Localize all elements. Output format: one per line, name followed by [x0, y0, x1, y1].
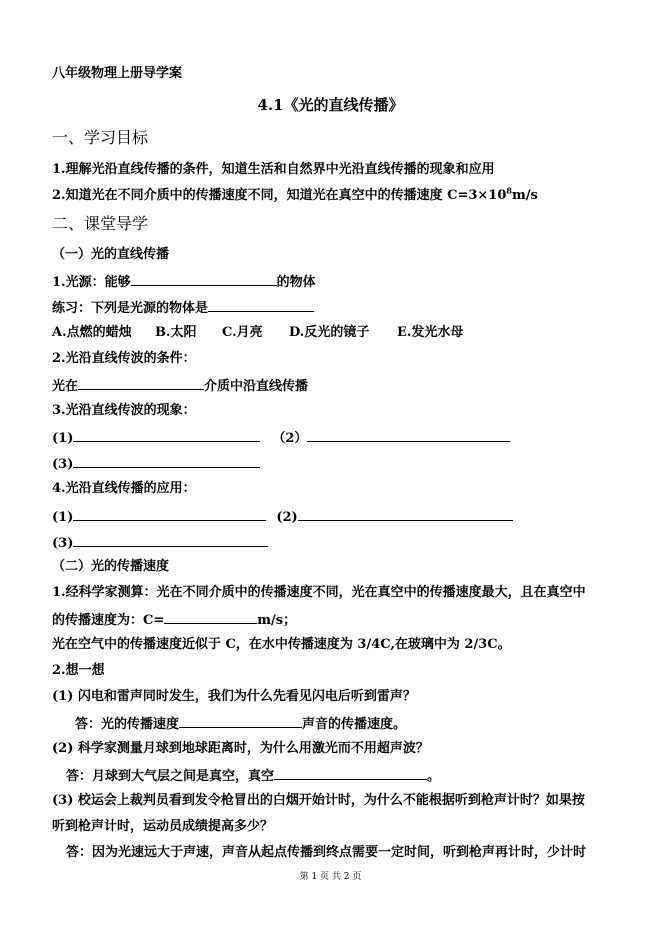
speed-statement-line-1: 1.经科学家测算：光在不同介质中的传播速度不同，光在真空中的传播速度最大，且在真空中	[52, 585, 586, 600]
option-b: B.太阳	[155, 325, 197, 340]
think-question-3-line-2: 听到枪声计时，运动员成绩提高多少？	[52, 819, 274, 834]
think-answer-2	[66, 767, 440, 785]
think-answer-1-text: 答：光的传播速度	[75, 717, 180, 732]
goal-item-1: 1.理解光沿直线传播的条件，知道生活和自然界中光沿直线传播的现象和应用	[52, 162, 495, 177]
option-a: A.点燃的蜡烛	[52, 325, 132, 340]
blank-applications-1[interactable]	[73, 508, 266, 521]
think-answer-1	[75, 715, 406, 733]
phenomena-row-1	[52, 429, 510, 447]
question-light-source-text: 1.光源：能够	[52, 275, 131, 290]
section-heading-goals: 一、学习目标	[52, 128, 149, 147]
question-conditions: 2.光沿直线传波的条件：	[52, 351, 196, 366]
think-answer-2-text: 答：月球到大气层之间是真空，真空	[66, 769, 275, 784]
blank-applications-2[interactable]	[298, 508, 513, 521]
document-title: 4.1《光的直线传播》	[257, 96, 404, 114]
applications-row-1	[52, 508, 513, 526]
blank-phenomena-2[interactable]	[307, 429, 510, 442]
speed-statement-unit: m/s；	[257, 613, 297, 628]
blank-applications-3[interactable]	[73, 534, 268, 547]
blank-light-source[interactable]	[131, 273, 277, 286]
goal-item-2-unit: m/s	[511, 188, 538, 203]
think-answer-1-suffix: 声音的传播速度。	[302, 717, 407, 732]
practice-options	[52, 325, 463, 341]
applications-label-3: (3)	[52, 536, 74, 551]
blank-speed-value[interactable]	[164, 611, 257, 624]
blank-phenomena-1[interactable]	[73, 429, 260, 442]
question-light-source	[52, 273, 316, 291]
practice-question	[52, 299, 314, 317]
part-heading-speed: （二）光的传播速度	[52, 559, 170, 574]
phenomena-label-3: (3)	[52, 457, 74, 472]
phenomena-row-2	[52, 455, 260, 473]
question-applications: 4.光沿直线传播的应用：	[52, 481, 196, 496]
section-heading-guide: 二、课堂导学	[52, 214, 149, 233]
speed-statement-text: 的传播速度为：C=	[52, 613, 165, 628]
speed-statement-line-3: 光在空气中的传播速度近似于 C，在水中传播速度为 3/4C,在玻璃中为 2/3C。	[52, 637, 511, 652]
blank-medium[interactable]	[78, 377, 204, 390]
speed-statement-line-2	[52, 611, 296, 629]
applications-label-2: (2)	[276, 510, 298, 525]
think-heading: 2.想一想	[52, 663, 105, 678]
part-heading-propagation: （一）光的直线传播	[52, 247, 170, 262]
applications-row-2	[52, 534, 268, 552]
document-header: 八年级物理上册导学案	[52, 66, 183, 81]
option-e: E.发光水母	[397, 325, 464, 340]
think-answer-3: 答：因为光速远大于声速，声音从起点传播到终点需要一定时间，听到枪声再计时，少计时	[66, 845, 587, 860]
think-question-2: (2) 科学家测量月球到地球距离时，为什么用激光而不用超声波？	[52, 741, 429, 756]
option-d: D.反光的镜子	[289, 325, 370, 340]
applications-label-1: (1)	[52, 510, 74, 525]
blank-practice[interactable]	[208, 299, 314, 312]
conditions-answer-suffix: 介质中沿直线传播	[204, 379, 309, 394]
practice-question-text: 练习：下列是光源的物体是	[52, 301, 209, 316]
think-question-3-line-1: (3) 校运会上裁判员看到发令枪冒出的白烟开始计时，为什么不能根据听到枪声计时？如果按	[52, 793, 585, 808]
think-question-1: (1) 闪电和雷声同时发生，我们为什么先看见闪电后听到雷声？	[52, 689, 416, 704]
conditions-answer-text: 光在	[52, 379, 79, 394]
goal-item-2	[52, 185, 538, 204]
phenomena-label-1: (1)	[52, 431, 74, 446]
think-answer-2-suffix: 。	[427, 769, 441, 784]
blank-answer-2[interactable]	[274, 767, 427, 780]
page-footer: 第 1 页 共 2 页	[299, 872, 362, 882]
blank-answer-1[interactable]	[179, 715, 302, 728]
blank-phenomena-3[interactable]	[73, 455, 260, 468]
goal-item-2-exponent: 8	[506, 185, 512, 196]
conditions-answer	[52, 377, 308, 395]
option-c: C.月亮	[222, 325, 263, 340]
question-light-source-suffix: 的物体	[276, 275, 316, 290]
question-phenomena: 3.光沿直线传波的现象：	[52, 403, 196, 418]
goal-item-2-text: 2.知道光在不同介质中的传播速度不同，知道光在真空中的传播速度 C=3×10	[52, 188, 507, 203]
phenomena-label-2: （2）	[272, 431, 308, 446]
